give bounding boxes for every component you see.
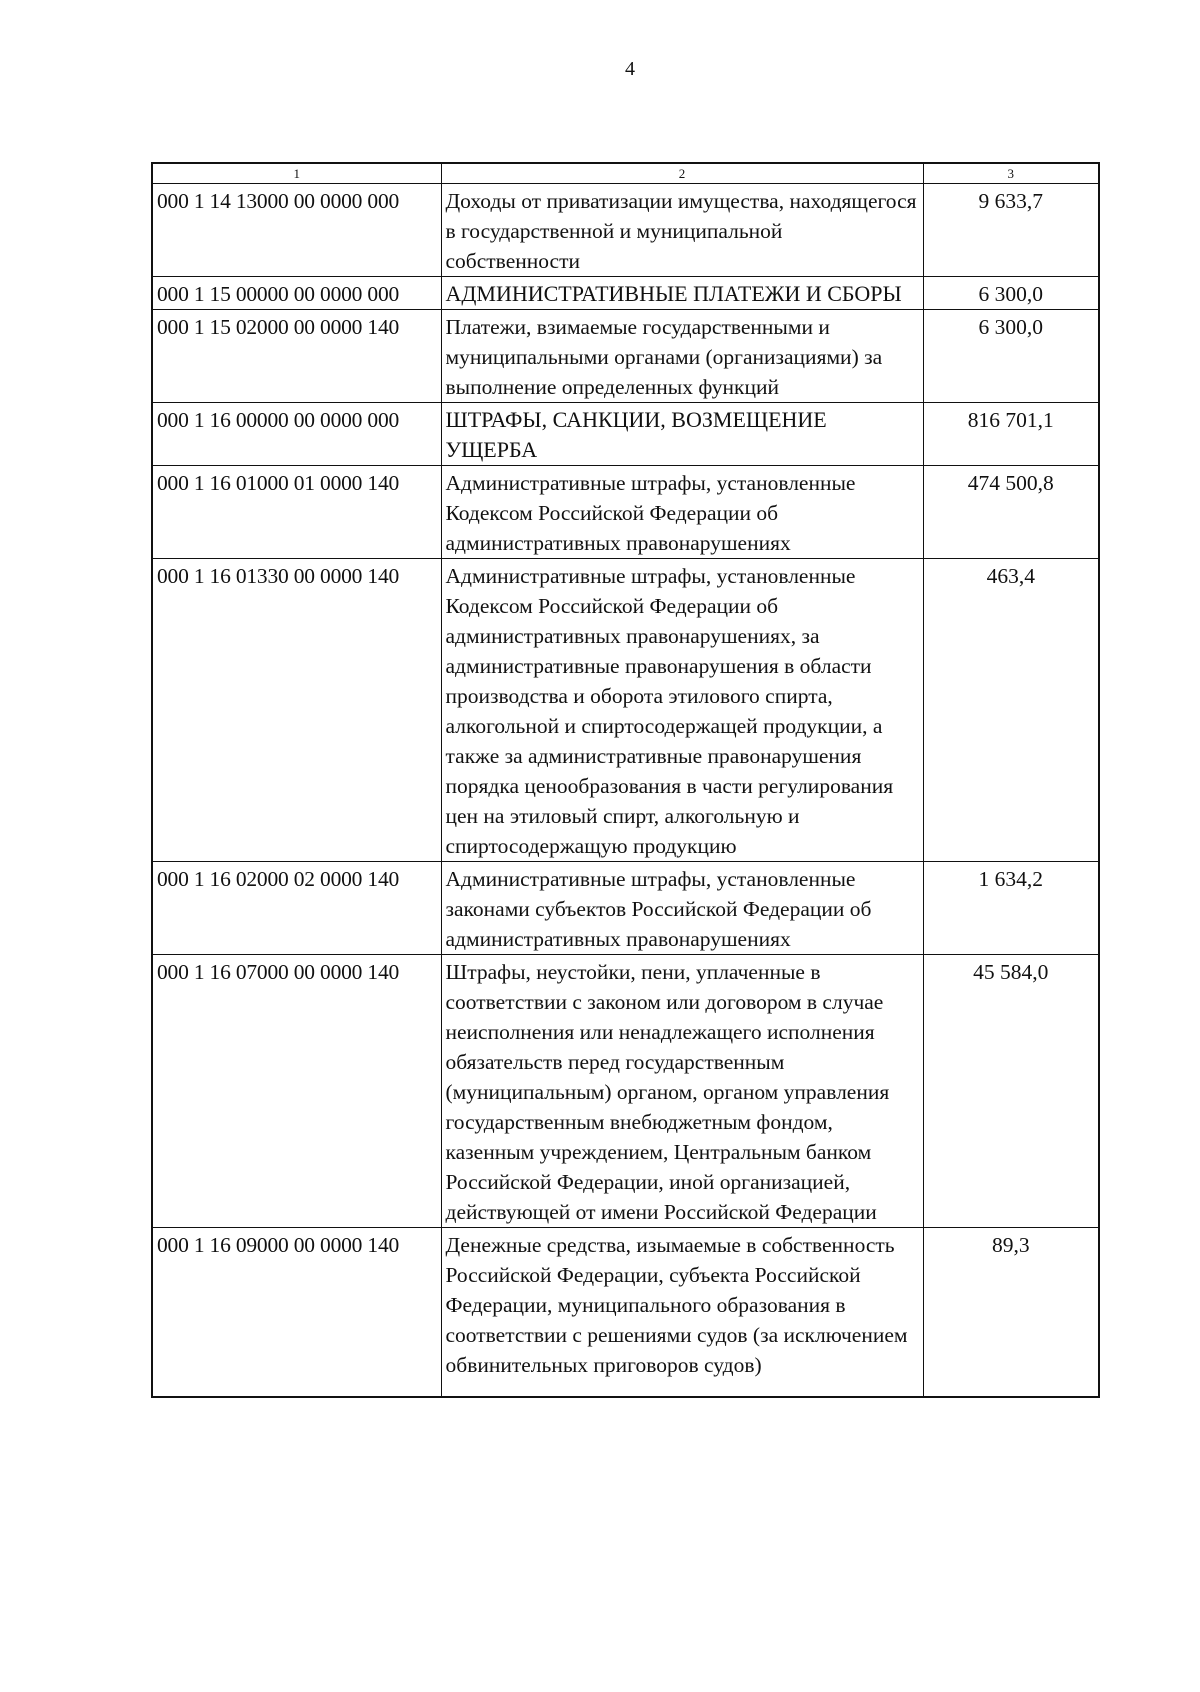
row-name: Административные штрафы, установленные Кодексом Российской Федерации об административных правонарушениях, за административные правонарушения в области производства и оборота этилового спирта, алкогольной и спиртосодержащей продукции, а также за административные правонарушения порядка ценообразования в части регулирования цен на этиловый спирт, алкогольную и спиртосодержащую продукцию	[441, 559, 923, 862]
row-code: 000 1 16 09000 00 0000 140	[152, 1228, 441, 1398]
row-code: 000 1 15 00000 00 0000 000	[152, 277, 441, 310]
row-name: ШТРАФЫ, САНКЦИИ, ВОЗМЕЩЕНИЕ УЩЕРБА	[441, 403, 923, 466]
row-amount: 6 300,0	[923, 310, 1099, 403]
row-name: Доходы от приватизации имущества, находящегося в государственной и муниципальной собственности	[441, 184, 923, 277]
table-row	[152, 310, 1099, 403]
row-name: Штрафы, неустойки, пени, уплаченные в соответствии с законом или договором в случае неисполнения или ненадлежащего исполнения обязательств перед государственным (муниципальным) органом, органом управления государственным внебюджетным фондом, казенным учреждением, Центральным банком Российской Федерации, иной организацией, действующей от имени Российской Федерации	[441, 955, 923, 1228]
row-code: 000 1 16 02000 02 0000 140	[152, 862, 441, 955]
row-code: 000 1 16 00000 00 0000 000	[152, 403, 441, 466]
table-header-row	[152, 163, 1099, 184]
row-amount: 816 701,1	[923, 403, 1099, 466]
row-name: АДМИНИСТРАТИВНЫЕ ПЛАТЕЖИ И СБОРЫ	[441, 277, 923, 310]
row-code: 000 1 16 01000 01 0000 140	[152, 466, 441, 559]
table-row	[152, 184, 1099, 277]
row-code: 000 1 16 07000 00 0000 140	[152, 955, 441, 1228]
column-header-name: 2	[441, 163, 923, 184]
row-code: 000 1 14 13000 00 0000 000	[152, 184, 441, 277]
row-amount: 463,4	[923, 559, 1099, 862]
table-row	[152, 1228, 1099, 1398]
row-code: 000 1 15 02000 00 0000 140	[152, 310, 441, 403]
row-amount: 474 500,8	[923, 466, 1099, 559]
row-amount: 45 584,0	[923, 955, 1099, 1228]
table-row	[152, 466, 1099, 559]
row-amount: 6 300,0	[923, 277, 1099, 310]
row-amount: 1 634,2	[923, 862, 1099, 955]
table-row	[152, 559, 1099, 862]
table-row	[152, 862, 1099, 955]
column-header-amount: 3	[923, 163, 1099, 184]
table-row	[152, 403, 1099, 466]
row-name: Денежные средства, изымаемые в собственность Российской Федерации, субъекта Российской Федерации, муниципального образования в соответствии с решениями судов (за исключением обвинительных приговоров судов)	[441, 1228, 923, 1398]
revenue-table	[151, 162, 1100, 1398]
row-name: Административные штрафы, установленные законами субъектов Российской Федерации об административных правонарушениях	[441, 862, 923, 955]
table-row	[152, 277, 1099, 310]
table-row	[152, 955, 1099, 1228]
row-name: Административные штрафы, установленные Кодексом Российской Федерации об административных правонарушениях	[441, 466, 923, 559]
row-amount: 89,3	[923, 1228, 1099, 1398]
column-header-code: 1	[152, 163, 441, 184]
page-number: 4	[625, 58, 635, 80]
row-code: 000 1 16 01330 00 0000 140	[152, 559, 441, 862]
row-name: Платежи, взимаемые государственными и муниципальными органами (организациями) за выполнение определенных функций	[441, 310, 923, 403]
row-amount: 9 633,7	[923, 184, 1099, 277]
